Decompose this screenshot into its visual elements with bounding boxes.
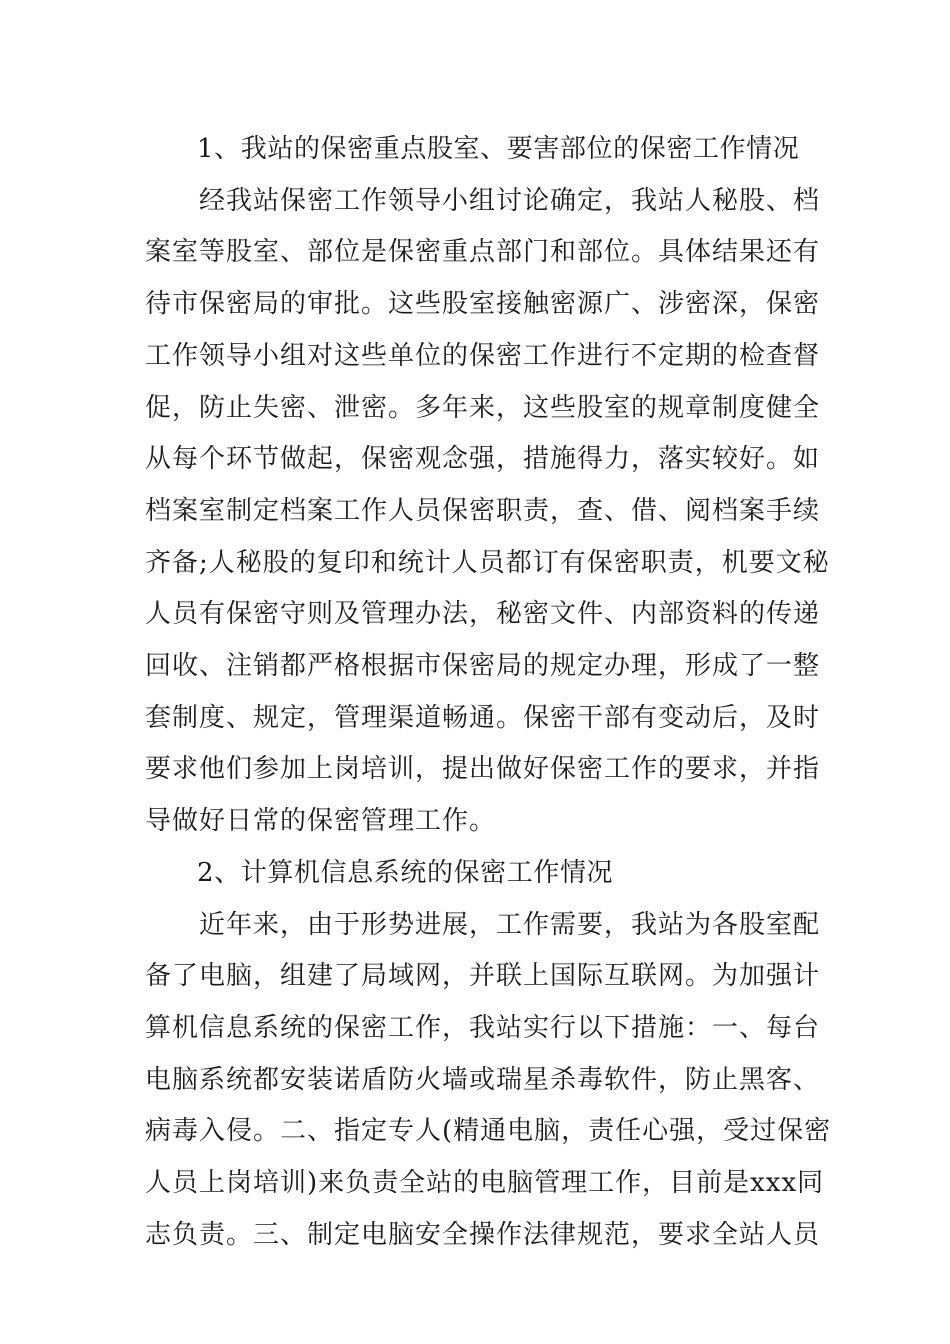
paragraph-line: 要求他们参加上岗培训，提出做好保密工作的要求，并指: [145, 754, 821, 785]
paragraph-line: 人员有保密守则及管理办法，秘密文件、内部资料的传递: [145, 599, 821, 630]
paragraph-line: 志负责。三、制定电脑安全操作法律规范，要求全站人员: [145, 1219, 821, 1250]
paragraph-line: 经我站保密工作领导小组讨论确定，我站人秘股、档: [199, 185, 821, 216]
document-body: [145, 124, 832, 1261]
paragraph-line: 促，防止失密、泄密。多年来，这些股室的规章制度健全: [145, 392, 821, 423]
paragraph-line: 病毒入侵。二、指定专人(精通电脑，责任心强，受过保密: [145, 1116, 832, 1147]
paragraph-line: 电脑系统都安装诺盾防火墙或瑞星杀毒软件，防止黑客、: [145, 1064, 821, 1095]
section-heading-2: 2、计算机信息系统的保密工作情况: [197, 857, 614, 888]
paragraph-line: 档案室制定档案工作人员保密职责，查、借、阅档案手续: [145, 495, 821, 526]
paragraph-line: 回收、注销都严格根据市保密局的规定办理，形成了一整: [145, 651, 821, 682]
paragraph-line: 人员上岗培训)来负责全站的电脑管理工作，目前是xxx同: [145, 1168, 825, 1199]
paragraph-line: 套制度、规定，管理渠道畅通。保密干部有变动后，及时: [145, 702, 821, 733]
paragraph-line: 工作领导小组对这些单位的保密工作进行不定期的检查督: [145, 340, 821, 371]
paragraph-line: 齐备;人秘股的复印和统计人员都订有保密职责，机要文秘: [145, 547, 830, 578]
paragraph-line: 近年来，由于形势进展，工作需要，我站为各股室配: [199, 909, 821, 940]
section-paragraph-1: [145, 176, 830, 848]
section-paragraph-2: [145, 900, 832, 1262]
paragraph-line: 导做好日常的保密管理工作。: [145, 806, 497, 837]
paragraph-line: 算机信息系统的保密工作，我站实行以下措施：一、每台: [145, 1012, 821, 1043]
paragraph-line: 案室等股室、部位是保密重点部门和部位。具体结果还有: [145, 237, 821, 268]
paragraph-line: 从每个环节做起，保密观念强，措施得力，落实较好。如: [145, 444, 821, 475]
paragraph-line: 待市保密局的审批。这些股室接触密源广、涉密深，保密: [145, 289, 821, 320]
section-heading-1: 1、我站的保密重点股室、要害部位的保密工作情况: [197, 134, 800, 164]
paragraph-line: 备了电脑，组建了局域网，并联上国际互联网。为加强计: [145, 961, 821, 992]
